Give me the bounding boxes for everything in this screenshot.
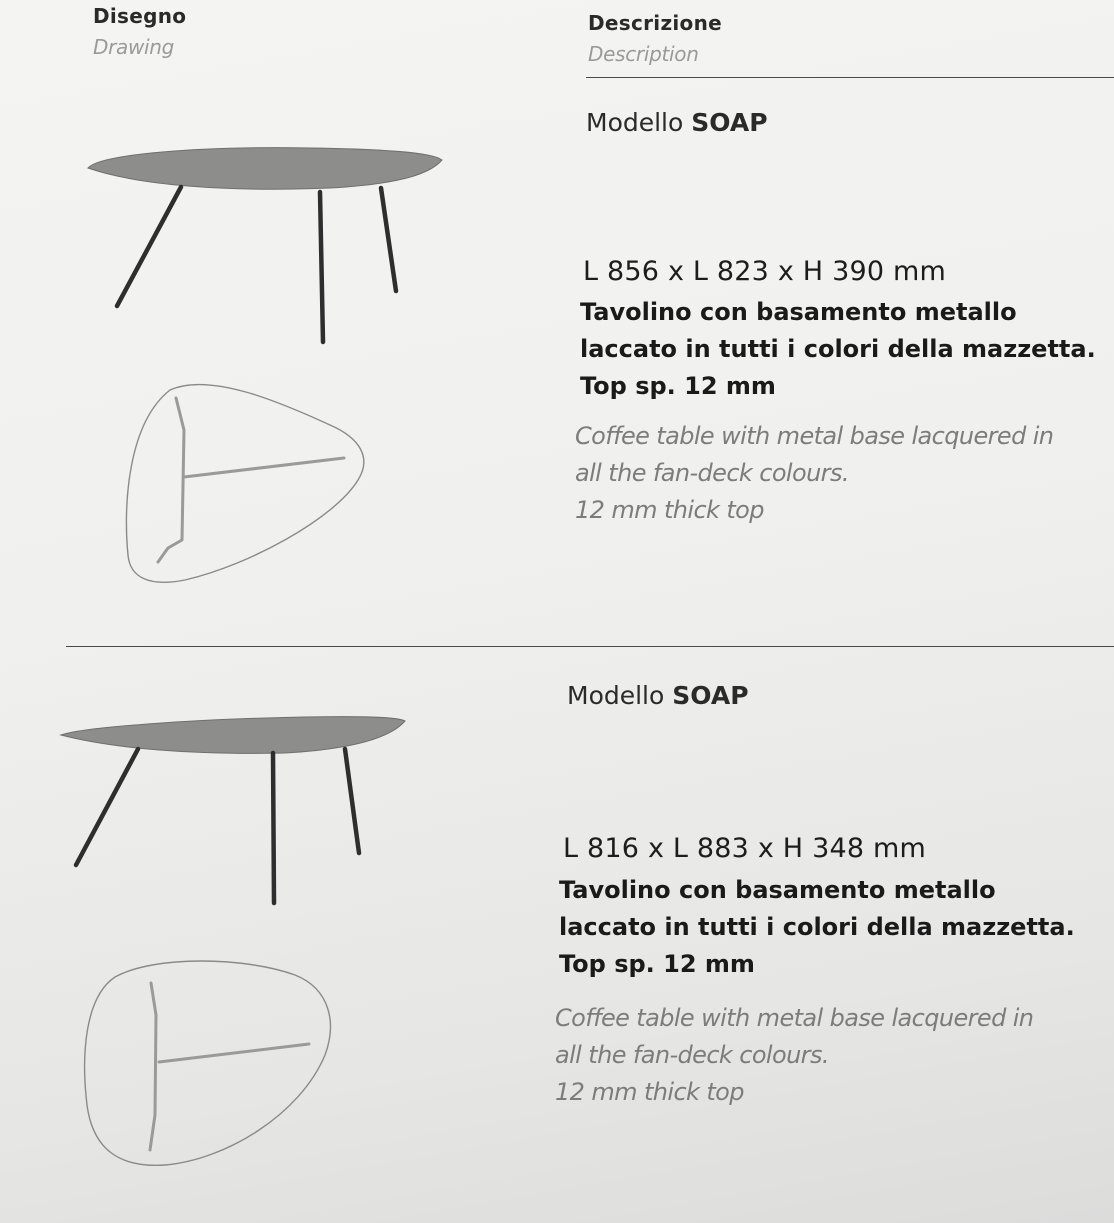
drawing-label-it: Disegno bbox=[93, 4, 187, 28]
table-plan-1 bbox=[126, 384, 363, 582]
plan-base-arm bbox=[150, 983, 156, 1150]
model-prefix: Modello bbox=[586, 108, 684, 137]
model-name-1 bbox=[586, 108, 768, 137]
description-en-line: all the fan-deck colours. bbox=[555, 1041, 829, 1069]
description-en-line: all the fan-deck colours. bbox=[575, 459, 849, 487]
drawing-column-header bbox=[93, 4, 186, 59]
description-column-header bbox=[588, 11, 722, 66]
model-name-2 bbox=[567, 681, 749, 710]
plan-base-arm bbox=[159, 1044, 309, 1062]
table-leg bbox=[381, 188, 396, 291]
description-it-line: Tavolino con basamento metallo bbox=[559, 876, 996, 904]
description-it-line: Tavolino con basamento metallo bbox=[580, 298, 1017, 326]
description-en-line: 12 mm thick top bbox=[555, 1078, 744, 1106]
description-it-2 bbox=[559, 872, 1075, 983]
description-en-line: 12 mm thick top bbox=[575, 496, 764, 524]
table-top-shape bbox=[88, 148, 442, 189]
table-leg bbox=[117, 187, 181, 306]
description-en-2 bbox=[555, 1000, 1033, 1111]
dimensions-1: L 856 x L 823 x H 390 mm bbox=[583, 256, 947, 287]
model-title: SOAP bbox=[672, 681, 749, 710]
header-divider bbox=[586, 77, 1114, 78]
description-it-line: laccato in tutti i colori della mazzetta. bbox=[559, 913, 1075, 941]
table-plan-2 bbox=[85, 961, 331, 1165]
model-title: SOAP bbox=[691, 108, 768, 137]
description-en-line: Coffee table with metal base lacquered in bbox=[555, 1004, 1034, 1032]
plan-base-arm bbox=[158, 398, 184, 562]
drawing-label-en: Drawing bbox=[93, 35, 175, 59]
plan-outline bbox=[85, 961, 331, 1165]
table-elevation-2 bbox=[61, 717, 405, 903]
description-it-line: laccato in tutti i colori della mazzetta. bbox=[580, 335, 1096, 363]
table-leg bbox=[273, 753, 274, 903]
description-it-line: Top sp. 12 mm bbox=[580, 372, 776, 400]
table-drawing-2 bbox=[55, 705, 435, 1185]
model-prefix: Modello bbox=[567, 681, 665, 710]
section-divider bbox=[66, 646, 1114, 647]
description-en-line: Coffee table with metal base lacquered in bbox=[575, 422, 1054, 450]
table-leg bbox=[320, 192, 323, 342]
table-drawing-1 bbox=[80, 140, 460, 600]
description-label-en: Description bbox=[588, 42, 699, 66]
table-top-shape bbox=[61, 717, 405, 754]
description-it-line: Top sp. 12 mm bbox=[559, 950, 755, 978]
table-elevation-1 bbox=[88, 148, 442, 342]
dimensions-2: L 816 x L 883 x H 348 mm bbox=[563, 833, 927, 864]
table-leg bbox=[345, 749, 359, 853]
description-it-1 bbox=[580, 294, 1096, 405]
plan-outline bbox=[126, 384, 363, 582]
description-label-it: Descrizione bbox=[588, 11, 722, 35]
description-en-1 bbox=[575, 418, 1053, 529]
plan-base-arm bbox=[184, 458, 344, 477]
table-leg bbox=[76, 749, 138, 865]
